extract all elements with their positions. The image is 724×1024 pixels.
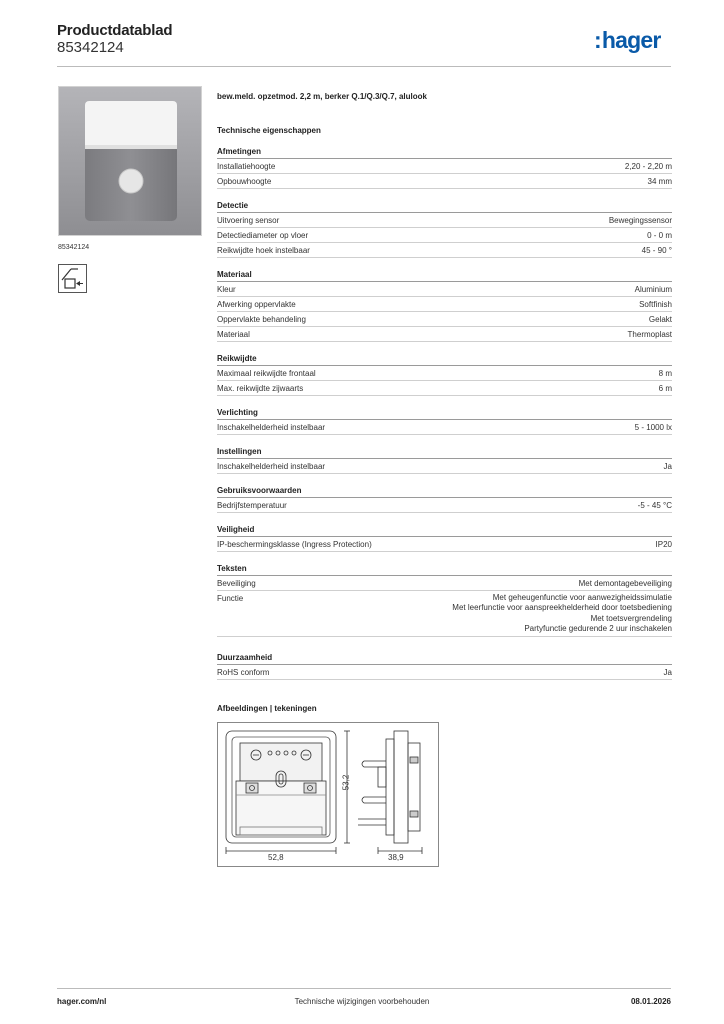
spec-label: Uitvoering sensor: [217, 215, 280, 225]
spec-value: Thermoplast: [627, 329, 672, 339]
spec-value: Bewegingssensor: [608, 215, 672, 225]
page-title: Productdatablad: [57, 22, 173, 39]
spec-label: Max. reikwijdte zijwaarts: [217, 383, 304, 393]
spec-row: [217, 381, 672, 396]
group-reikwijdte: [217, 354, 672, 396]
spec-value: 8 m: [658, 368, 672, 378]
product-photo: [58, 86, 202, 236]
spec-value-line: Partyfunctie gedurende 2 uur inschakelen: [524, 624, 672, 633]
spec-value: 0 - 0 m: [647, 230, 672, 240]
spec-value-line: Met toetsvergrendeling: [590, 613, 672, 623]
spec-value: Ja: [663, 461, 672, 471]
spec-row: [217, 312, 672, 327]
spec-value: Ja: [663, 667, 672, 677]
product-title: bew.meld. opzetmod. 2,2 m, berker Q.1/Q.3/Q.7, alulook: [217, 92, 427, 101]
header-divider: [57, 66, 671, 67]
spec-label: Detectiediameter op vloer: [217, 230, 309, 240]
spec-row: [217, 537, 672, 552]
footer-disclaimer: Technische wijzigingen voorbehouden: [294, 997, 430, 1006]
spec-value: -5 - 45 °C: [637, 500, 672, 510]
spec-row: [217, 297, 672, 312]
drawings-title: Afbeeldingen | tekeningen: [217, 704, 317, 713]
spec-row: [217, 174, 672, 189]
spec-label: Oppervlakte behandeling: [217, 314, 306, 324]
spec-row: [217, 459, 672, 474]
group-gebruiksvoorwaarden: [217, 486, 672, 513]
group-afmetingen: [217, 147, 672, 189]
spec-value: Gelakt: [648, 314, 672, 324]
group-materiaal: [217, 270, 672, 342]
spec-label: Beveiliging: [217, 578, 256, 588]
group-teksten: [217, 564, 672, 637]
spec-row: [217, 228, 672, 243]
group-title: Afmetingen: [217, 147, 672, 159]
group-title: Materiaal: [217, 270, 672, 282]
spec-content: [217, 92, 672, 680]
group-instellingen: [217, 447, 672, 474]
photo-caption: 85342124: [58, 244, 90, 251]
spec-row: [217, 498, 672, 513]
footer-date: 08.01.2026: [630, 997, 671, 1006]
spec-label: Functie: [217, 593, 244, 603]
group-detectie: [217, 201, 672, 258]
dimension-width-label: 52,8: [268, 853, 284, 862]
spec-value-line: Met leerfunctie voor aanspreekhelderheid door toetsbediening: [452, 603, 672, 612]
spec-value: Aluminium: [634, 284, 672, 294]
spec-value: Met demontagebeveiliging: [578, 578, 672, 588]
spec-label: Opbouwhoogte: [217, 176, 272, 186]
section-heading: Technische eigenschappen: [217, 126, 321, 135]
spec-row: [217, 366, 672, 381]
spec-value: 34 mm: [647, 176, 672, 186]
group-verlichting: [217, 408, 672, 435]
spec-value: 5 - 1000 lx: [634, 422, 672, 432]
article-number: 85342124: [57, 39, 124, 56]
group-title: Veiligheid: [217, 525, 672, 537]
logo-text: hager: [601, 27, 661, 53]
spec-row: [217, 327, 672, 342]
group-duurzaamheid: [217, 653, 672, 680]
spec-label: Materiaal: [217, 329, 250, 339]
spec-label: IP-beschermingsklasse (Ingress Protection): [217, 539, 372, 549]
dimension-depth-label: 38,9: [388, 853, 404, 862]
group-title: Reikwijdte: [217, 354, 672, 366]
spec-label: Afwerking oppervlakte: [217, 299, 296, 309]
group-title: Verlichting: [217, 408, 672, 420]
footer-divider: [57, 988, 671, 989]
spec-row: [217, 420, 672, 435]
spec-label: Inschakelhelderheid instelbaar: [217, 422, 326, 432]
spec-label: Kleur: [217, 284, 236, 294]
spec-row: [217, 243, 672, 258]
spec-label: Maximaal reikwijdte frontaal: [217, 368, 316, 378]
spec-value-list: [452, 593, 672, 635]
spec-row: [217, 282, 672, 297]
group-title: Instellingen: [217, 447, 672, 459]
spec-label: Bedrijfstemperatuur: [217, 500, 287, 510]
spec-row: [217, 213, 672, 228]
motion-detector-symbol-icon: [58, 264, 87, 293]
spec-value: 2,20 - 2,20 m: [624, 161, 672, 171]
spec-row: [217, 159, 672, 174]
spec-value: 45 - 90 °: [641, 245, 672, 255]
group-title: Duurzaamheid: [217, 653, 672, 665]
spec-label: RoHS conform: [217, 667, 270, 677]
group-title: Detectie: [217, 201, 672, 213]
dimension-height-label: 53,2: [341, 774, 351, 791]
side-view-outline: [394, 731, 408, 843]
footer-website-link[interactable]: hager.com/nl: [57, 997, 107, 1006]
spec-row: [217, 576, 672, 591]
group-title: Teksten: [217, 564, 672, 576]
spec-row: [217, 591, 672, 637]
spec-value-line: Met geheugenfunctie voor aanwezigheidssimulatie: [492, 592, 672, 602]
spec-label: Installatiehoogte: [217, 161, 276, 171]
group-title: Gebruiksvoorwaarden: [217, 486, 672, 498]
spec-value: Softfinish: [639, 299, 672, 309]
spec-label: Inschakelhelderheid instelbaar: [217, 461, 326, 471]
technical-drawing: [217, 722, 439, 867]
spec-row: [217, 665, 672, 680]
spec-label: Reikwijdte hoek instelbaar: [217, 245, 310, 255]
hager-logo[interactable]: :hager: [594, 27, 661, 53]
group-veiligheid: [217, 525, 672, 552]
spec-value: IP20: [655, 539, 672, 549]
spec-value: 6 m: [658, 383, 672, 393]
